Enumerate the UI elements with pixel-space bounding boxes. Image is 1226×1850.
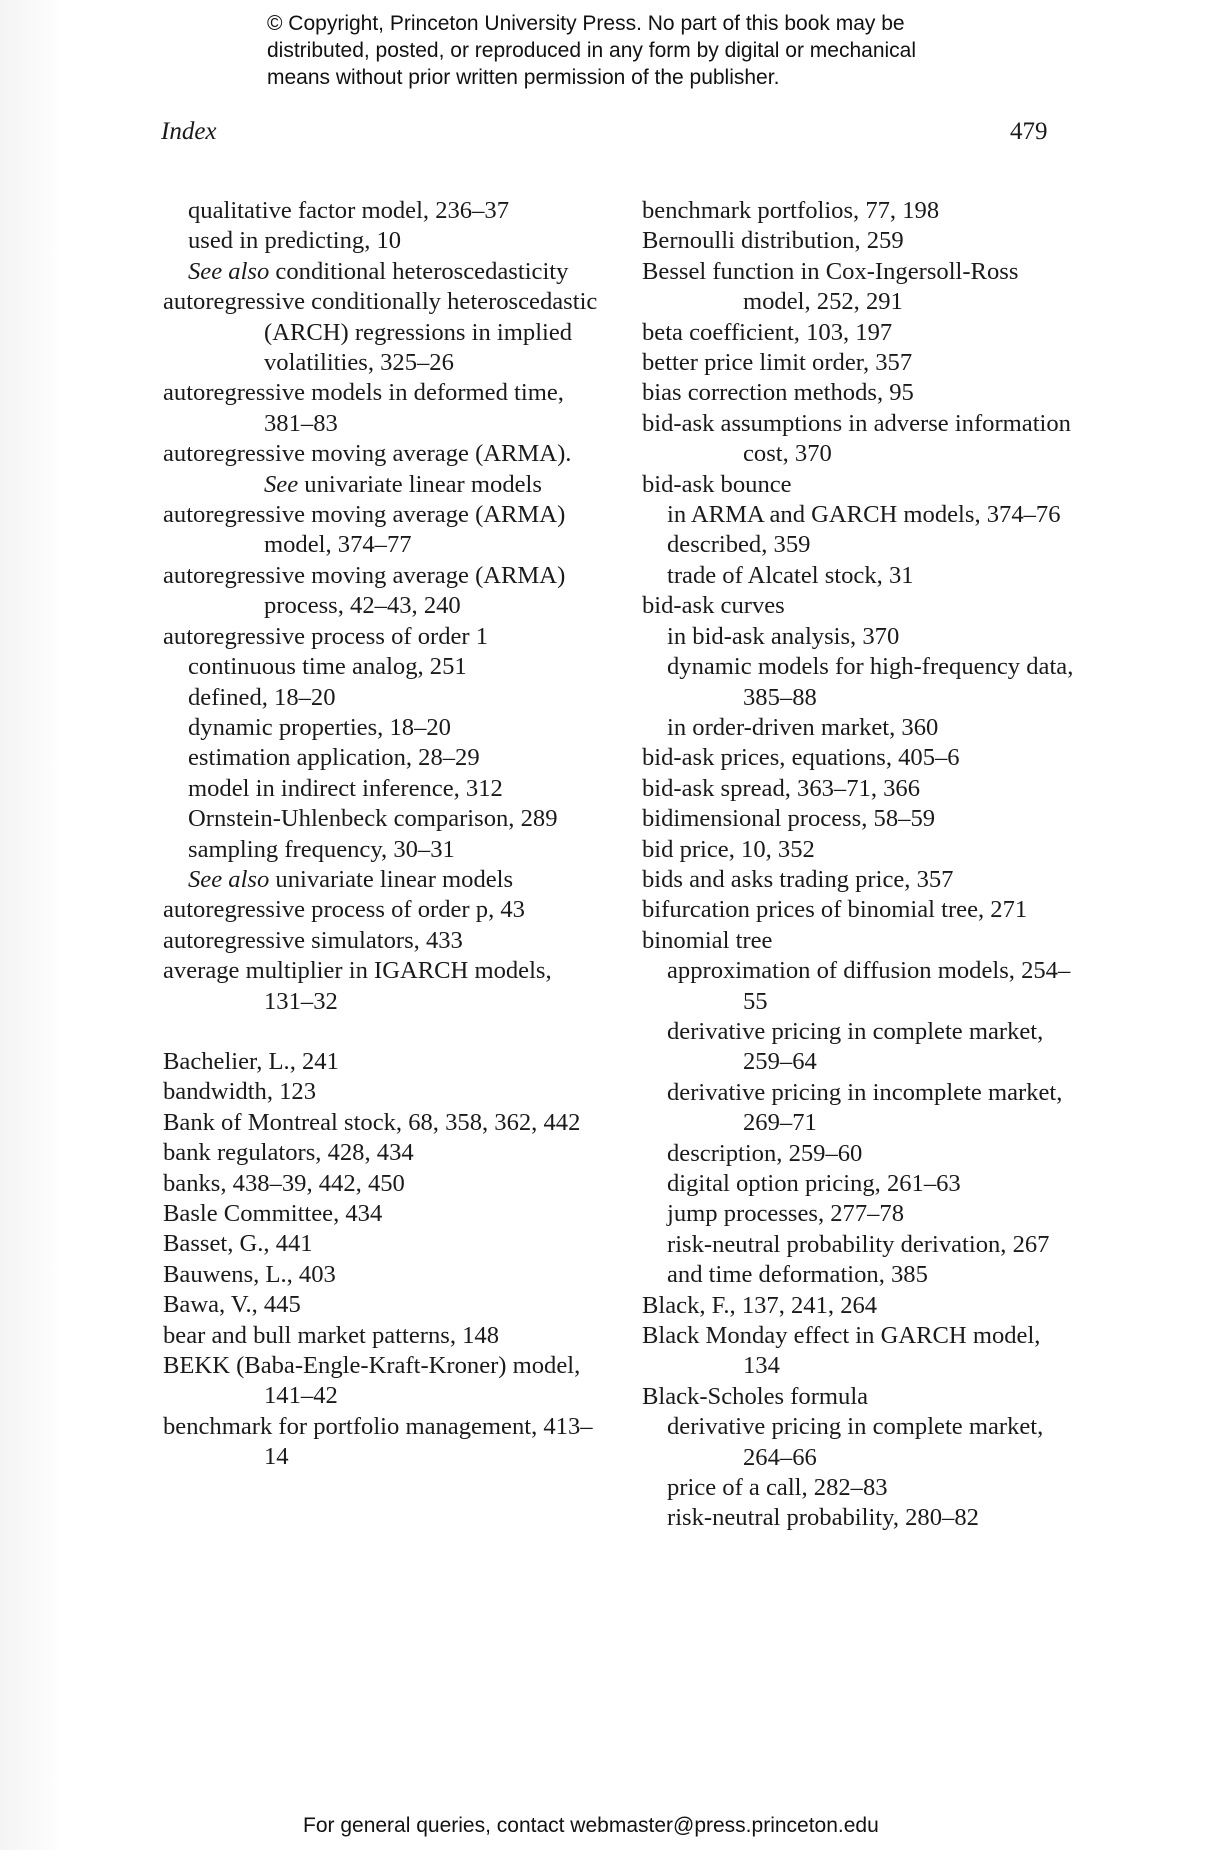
index-subentry: described, 359 xyxy=(667,531,811,559)
index-entry: bifurcation prices of binomial tree, 271 xyxy=(642,896,1028,924)
index-subentry: Ornstein-Uhlenbeck comparison, 289 xyxy=(188,805,558,833)
index-column-left xyxy=(163,196,603,1473)
running-head: Index xyxy=(161,118,217,145)
index-entry: Bauwens, L., 403 xyxy=(163,1260,336,1288)
index-subentry: defined, 18–20 xyxy=(188,683,336,711)
index-subentry: in order-driven market, 360 xyxy=(667,713,939,741)
index-column-right xyxy=(642,196,1082,1534)
see-also-reference: See also xyxy=(188,865,270,893)
index-entry: bid-ask bounce xyxy=(642,470,792,498)
index-entry: Bawa, V., 445 xyxy=(163,1291,301,1319)
see-reference: See xyxy=(264,470,299,498)
index-subentry: description, 259–60 xyxy=(667,1139,863,1167)
index-subentry: approximation of diffusion models, 254–55 xyxy=(667,957,1071,1015)
index-subentry: digital option pricing, 261–63 xyxy=(667,1170,961,1197)
index-entry: bid-ask spread, 363–71, 366 xyxy=(642,774,921,802)
index-subentry: in ARMA and GARCH models, 374–76 xyxy=(667,501,1061,529)
index-entry: bid price, 10, 352 xyxy=(642,835,815,863)
copyright-line: means without prior written permission of the publisher. xyxy=(267,66,780,89)
index-subentry: derivative pricing in complete market, 259–64 xyxy=(667,1017,1044,1076)
copyright-line: © Copyright, Princeton University Press. No part of this book may be xyxy=(267,12,905,35)
index-entry: average multiplier in IGARCH models, 131–32 xyxy=(163,957,552,1015)
index-entry: Bachelier, L., 241 xyxy=(163,1047,339,1075)
copyright-line: distributed, posted, or reproduced in any form by digital or mechanical xyxy=(267,39,917,62)
index-entry: better price limit order, 357 xyxy=(642,349,913,377)
index-subentry: trade of Alcatel stock, 31 xyxy=(667,561,914,589)
index-entry: Basle Committee, 434 xyxy=(163,1200,383,1227)
index-entry: beta coefficient, 103, 197 xyxy=(642,318,893,346)
index-subentry: model in indirect inference, 312 xyxy=(188,774,503,802)
index-subentry: qualitative factor model, 236–37 xyxy=(188,197,509,224)
index-subentry: used in predicting, 10 xyxy=(188,227,402,255)
index-entry: autoregressive conditionally heteroscedastic (ARCH) regressions in implied volatilities, 325–26 xyxy=(163,288,598,377)
index-entry: autoregressive process of order 1 xyxy=(163,622,489,650)
index-entry: autoregressive simulators, 433 xyxy=(163,926,463,954)
index-entry: autoregressive moving average (ARMA). See univariate linear models xyxy=(163,440,572,498)
index-entry: Bernoulli distribution, 259 xyxy=(642,227,904,255)
index-subentry: jump processes, 277–78 xyxy=(667,1200,905,1228)
see-also-reference: See also xyxy=(188,257,270,285)
index-entry: Bessel function in Cox-Ingersoll-Ross model, 252, 291 xyxy=(642,257,1019,316)
index-entry: autoregressive models in deformed time, 381–83 xyxy=(163,379,564,437)
index-subentry: See also conditional heteroscedasticity xyxy=(188,257,569,285)
index-entry: bias correction methods, 95 xyxy=(642,379,914,407)
index-entry: banks, 438–39, 442, 450 xyxy=(163,1169,405,1197)
footer-contact: For general queries, contact webmaster@press.princeton.edu xyxy=(303,1814,879,1837)
index-subentry: sampling frequency, 30–31 xyxy=(188,835,455,863)
index-entry: Black-Scholes formula xyxy=(642,1382,869,1410)
index-entry: bids and asks trading price, 357 xyxy=(642,865,954,893)
index-entry: Black Monday effect in GARCH model, 134 xyxy=(642,1322,1041,1380)
index-entry: BEKK (Baba-Engle-Kraft-Kroner) model, 141–42 xyxy=(163,1352,581,1410)
copyright-notice xyxy=(267,10,1027,91)
index-entry: autoregressive moving average (ARMA) model, 374–77 xyxy=(163,501,566,559)
index-subentry: price of a call, 282–83 xyxy=(667,1474,888,1502)
index-subentry: derivative pricing in complete market, 264–66 xyxy=(667,1413,1044,1471)
scan-margin-shade xyxy=(0,0,62,1850)
index-entry: bid-ask prices, equations, 405–6 xyxy=(642,744,960,772)
index-entry: binomial tree xyxy=(642,926,773,954)
index-entry: bid-ask assumptions in adverse information cost, 370 xyxy=(642,409,1071,468)
index-entry: bank regulators, 428, 434 xyxy=(163,1139,414,1167)
index-subentry: derivative pricing in incomplete market, 269–71 xyxy=(667,1078,1063,1137)
index-subentry: See also univariate linear models xyxy=(188,865,514,893)
index-entry: Black, F., 137, 241, 264 xyxy=(642,1291,878,1319)
index-subentry: dynamic models for high-frequency data, 385–88 xyxy=(667,653,1074,711)
index-subentry: in bid-ask analysis, 370 xyxy=(667,622,900,650)
index-entry: bandwidth, 123 xyxy=(163,1078,317,1106)
page-number: 479 xyxy=(1010,118,1048,145)
index-entry: benchmark for portfolio management, 413–14 xyxy=(163,1412,593,1471)
index-subentry: estimation application, 28–29 xyxy=(188,744,480,772)
index-entry: Basset, G., 441 xyxy=(163,1230,313,1258)
index-entry: autoregressive process of order p, 43 xyxy=(163,896,525,924)
index-entry: bidimensional process, 58–59 xyxy=(642,805,936,833)
index-entry: bear and bull market patterns, 148 xyxy=(163,1321,500,1349)
index-entry: bid-ask curves xyxy=(642,592,785,620)
index-subentry: continuous time analog, 251 xyxy=(188,653,467,681)
index-entry: benchmark portfolios, 77, 198 xyxy=(642,197,940,224)
index-subentry: risk-neutral probability, 280–82 xyxy=(667,1504,979,1532)
index-entry: autoregressive moving average (ARMA) process, 42–43, 240 xyxy=(163,561,566,620)
index-subentry: risk-neutral probability derivation, 267 xyxy=(667,1230,1050,1258)
index-subentry: and time deformation, 385 xyxy=(667,1261,928,1289)
index-entry: Bank of Montreal stock, 68, 358, 362, 442 xyxy=(163,1108,581,1136)
index-subentry: dynamic properties, 18–20 xyxy=(188,713,451,741)
